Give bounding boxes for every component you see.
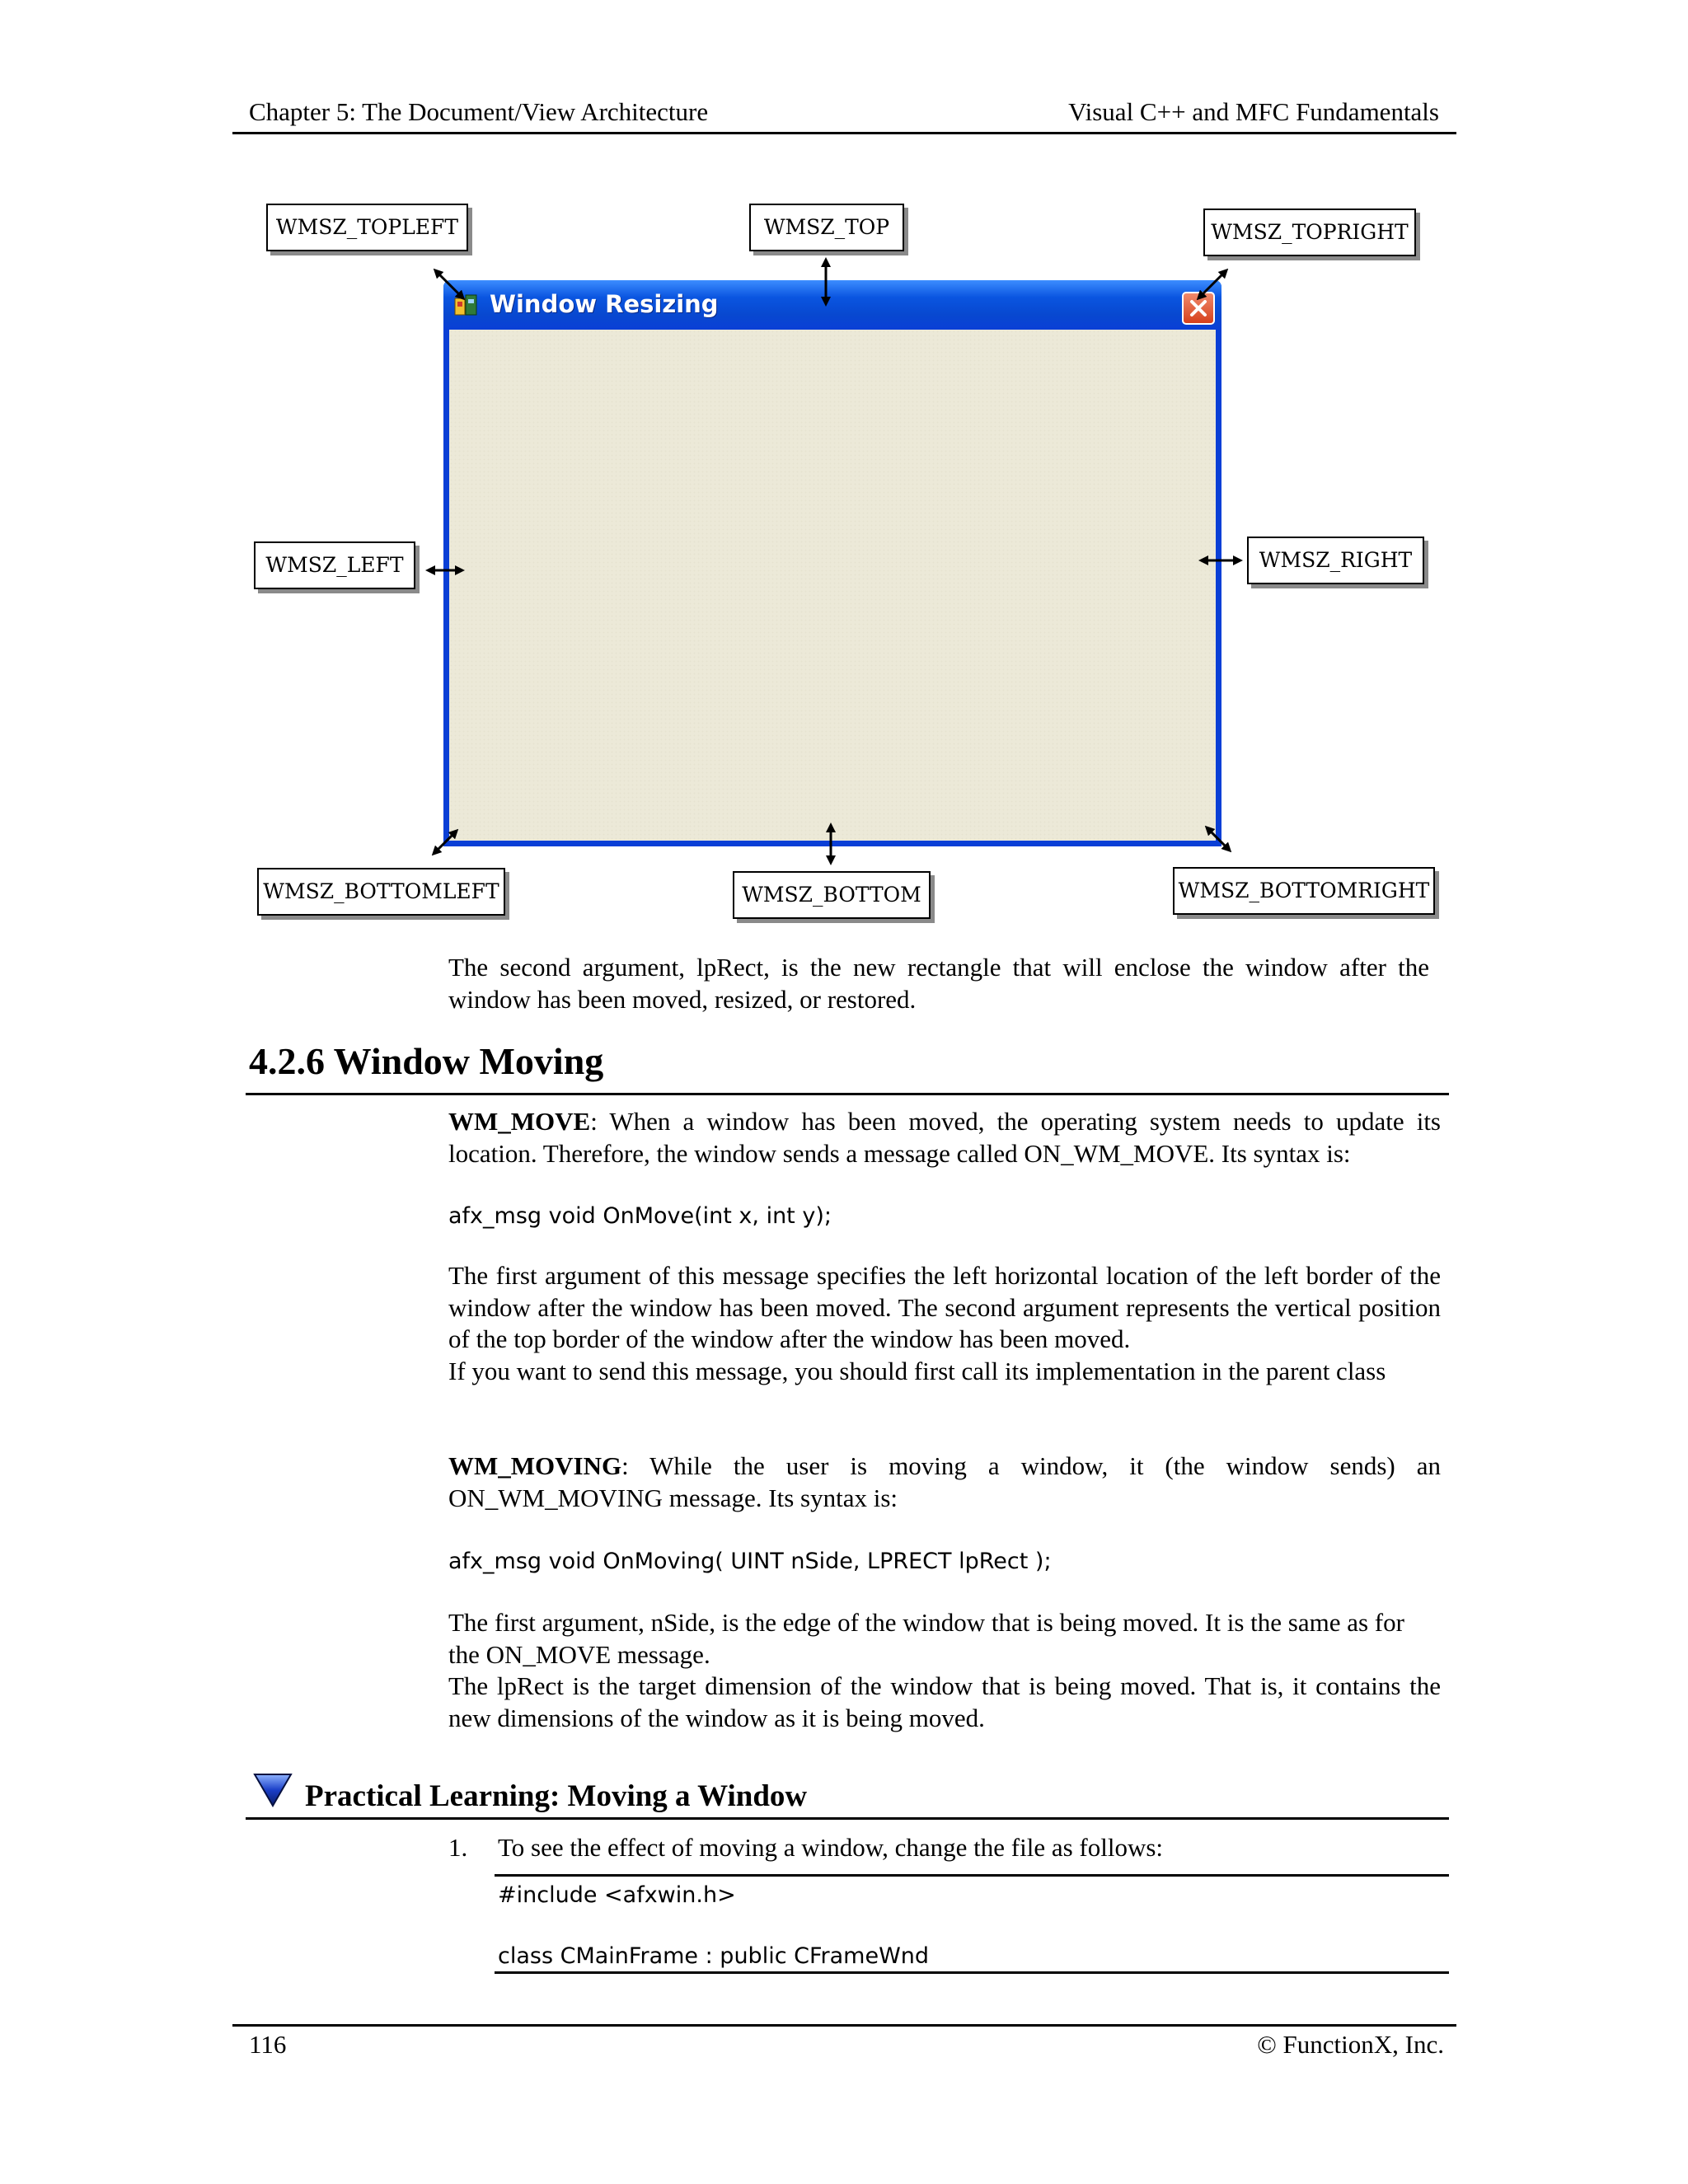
practical-learning-heading: Practical Learning: Moving a Window <box>305 1779 808 1813</box>
wm-move-paragraph <box>448 1106 1441 1169</box>
callout-wmsz-topleft: WMSZ_TOPLEFT <box>266 204 468 251</box>
code-include: #include <afxwin.h> <box>498 1882 736 1908</box>
practical-learning-icon <box>251 1768 294 1811</box>
resize-arrow-topright <box>1200 272 1225 297</box>
resize-arrow-bottomright <box>1208 829 1228 849</box>
intro-paragraph: The second argument, lpRect, is the new rectangle that will enclose the window after the window has been moved, resized, or restored. <box>448 953 1429 1014</box>
wm-moving-paragraph <box>448 1451 1441 1514</box>
wm-move-text: : When a window has been moved, the operating system needs to update its location. Therefore, the window sends a message called ON_WM_MOVE. Its syntax is: <box>448 1107 1441 1168</box>
callout-wmsz-left: WMSZ_LEFT <box>254 541 415 589</box>
header-rule <box>232 132 1456 134</box>
copyright: © FunctionX, Inc. <box>1257 2030 1444 2059</box>
code-block-top-rule <box>495 1874 1449 1877</box>
resize-arrows-layer <box>247 190 1451 931</box>
callout-wmsz-right: WMSZ_RIGHT <box>1247 537 1424 584</box>
callout-wmsz-topright: WMSZ_TOPRIGHT <box>1203 209 1416 256</box>
callout-wmsz-bottom: WMSZ_BOTTOM <box>733 871 931 919</box>
code-onmove: afx_msg void OnMove(int x, int y); <box>448 1203 832 1229</box>
callout-wmsz-bottomright: WMSZ_BOTTOMRIGHT <box>1173 867 1435 915</box>
footer-rule <box>232 2024 1456 2027</box>
callout-wmsz-bottomleft: WMSZ_BOTTOMLEFT <box>257 868 505 916</box>
window-title: Window Resizing <box>490 290 719 318</box>
code-onmoving: afx_msg void OnMoving( UINT nSide, LPRECT lpRect ); <box>448 1549 1052 1574</box>
code-block-bottom-rule <box>495 1971 1449 1974</box>
code-class: class CMainFrame : public CFrameWnd <box>498 1943 930 1969</box>
section-heading: 4.2.6 Window Moving <box>249 1040 604 1082</box>
if-you-want-paragraph: If you want to send this message, you should first call its implementation in the parent class <box>448 1357 1386 1385</box>
wm-moving-text: : While the user is moving a window, it (the window sends) an ON_WM_MOVING message. Its syntax is: <box>448 1451 1441 1512</box>
nside-paragraph: The first argument, nSide, is the edge of the window that is being moved. It is the same as for the ON_MOVE message. <box>448 1608 1404 1669</box>
resize-arrow-topleft <box>437 272 462 297</box>
practical-learning-rule <box>246 1817 1449 1820</box>
step-number: 1. <box>448 1833 468 1862</box>
page-number: 116 <box>249 2030 287 2059</box>
running-header-chapter: Chapter 5: The Document/View Architecture <box>249 97 709 126</box>
resize-arrow-bottomleft <box>435 832 455 852</box>
first-argument-paragraph: The first argument of this message specifies the left horizontal location of the left border of the window after the window has been moved. The second argument represents the vertical position of the top border of the window after the window has been moved. <box>448 1261 1441 1353</box>
step-text: To see the effect of moving a window, change the file as follows: <box>498 1833 1164 1862</box>
wm-move-term: WM_MOVE <box>448 1107 591 1136</box>
lprect-paragraph: The lpRect is the target dimension of the window that is being moved. That is, it contains the new dimensions of the window as it is being moved. <box>448 1671 1441 1732</box>
running-header-book: Visual C++ and MFC Fundamentals <box>1068 97 1439 126</box>
section-rule <box>246 1093 1449 1095</box>
window-resizing-figure <box>247 190 1451 931</box>
callout-wmsz-top: WMSZ_TOP <box>749 204 904 251</box>
wm-moving-term: WM_MOVING <box>448 1451 622 1480</box>
